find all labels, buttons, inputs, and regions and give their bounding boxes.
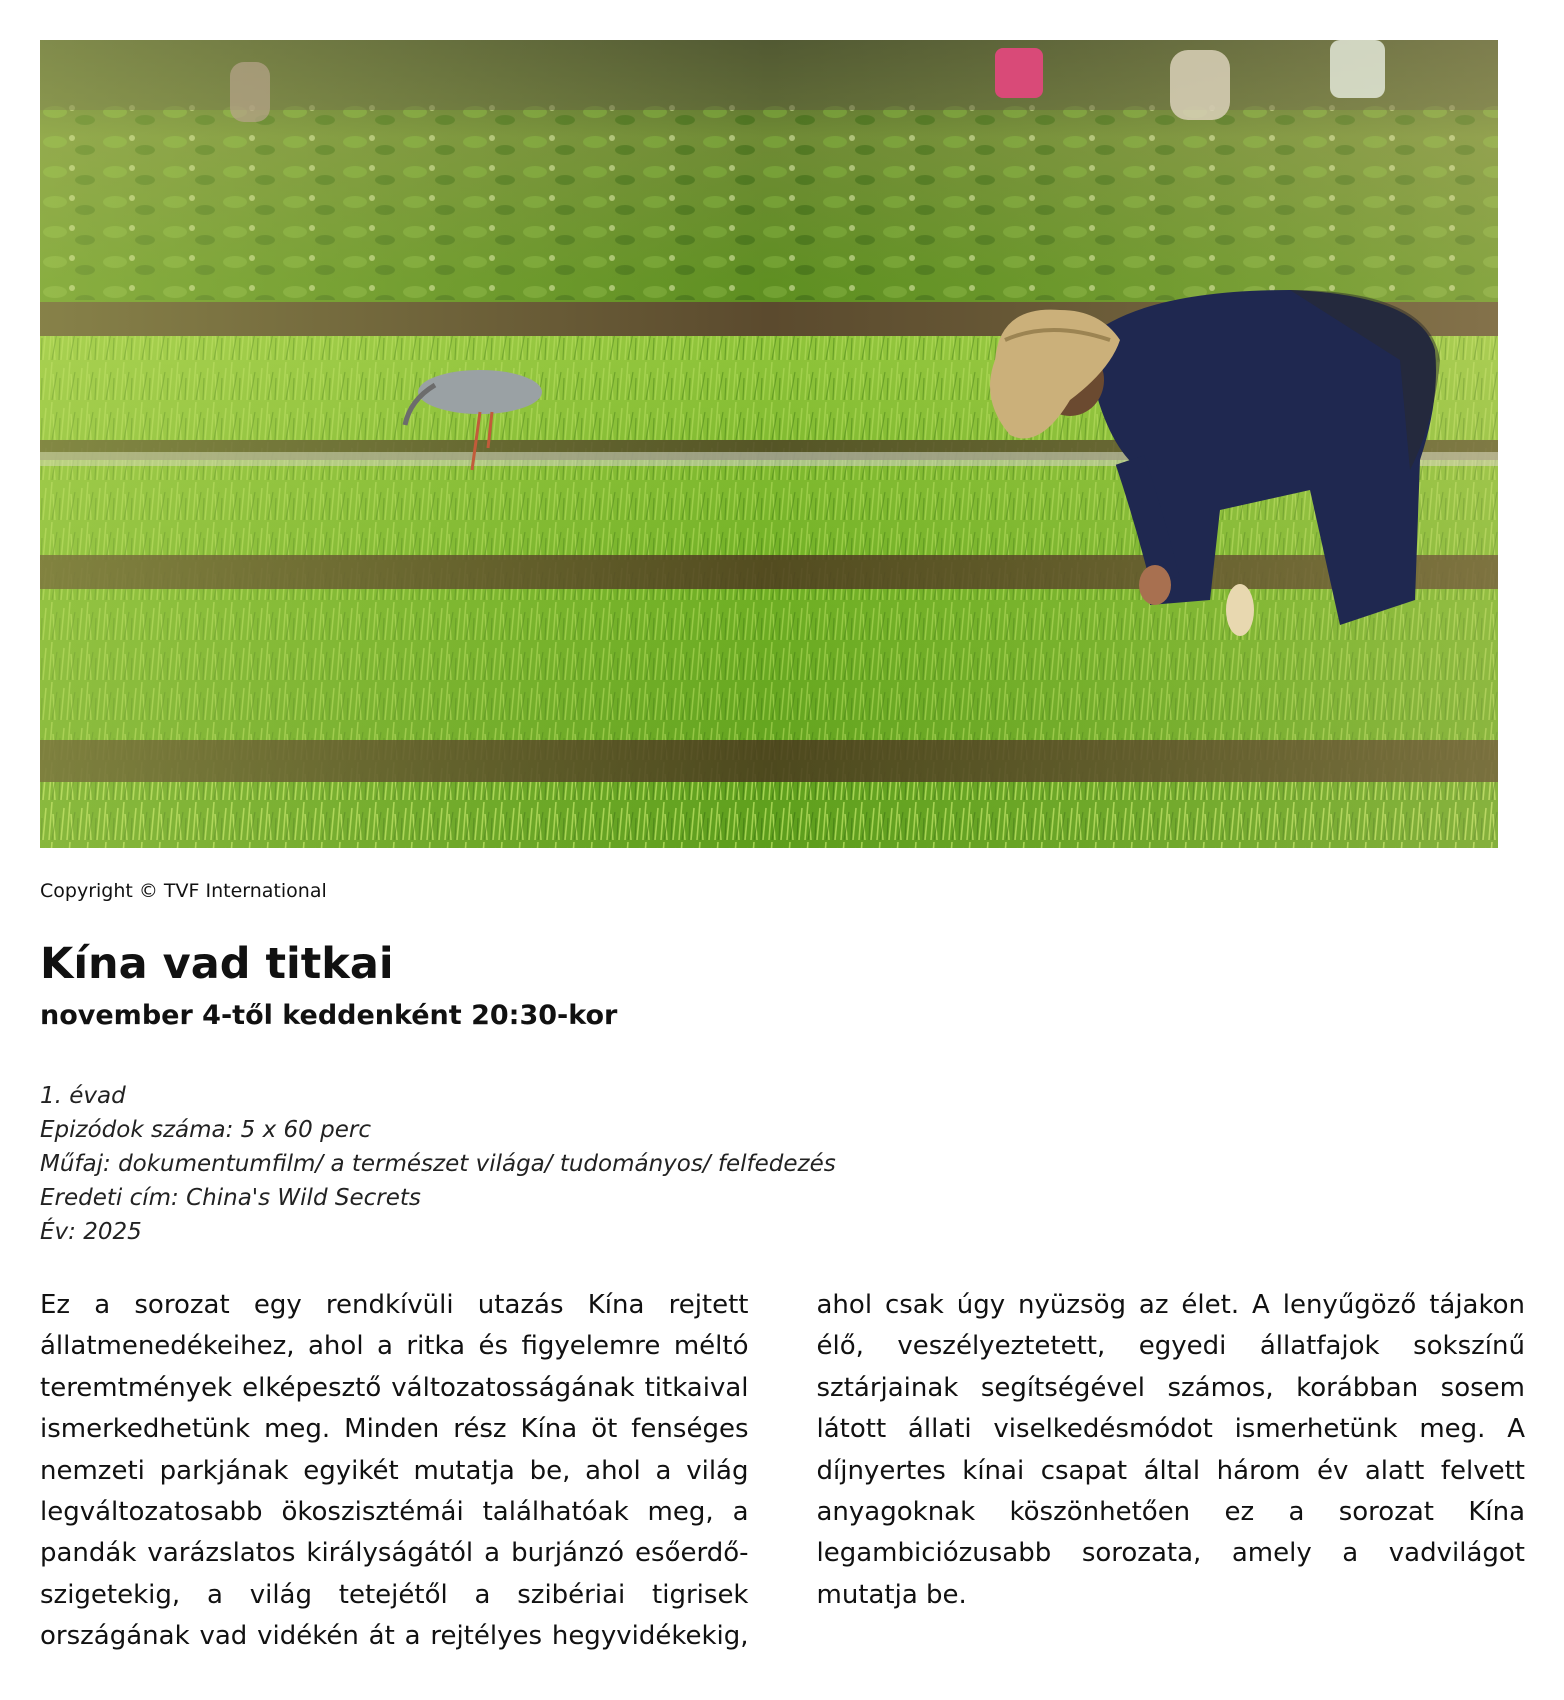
meta-year: Év: 2025 [40,1219,142,1245]
meta-original-title: Eredeti cím: China's Wild Secrets [40,1185,421,1211]
show-schedule: november 4-től keddenként 20:30-kor [40,1000,618,1031]
meta-season: 1. évad [40,1083,126,1109]
meta-genre: Műfaj: dokumentumfilm/ a természet világa/ tudományos/ felfedezés [40,1151,836,1177]
show-title: Kína vad titkai [40,939,394,989]
description-paragraph: Ez a sorozat egy rendkívüli utazás Kína rejtett állatmenedékeihez, ahol a ritka és figyelemre méltó teremtmények elképesztő változatosságának titkaival ismerkedhetünk meg. Minden rész Kína öt fenséges nemzeti parkjának egyikét mutatja be, ahol a világ legváltozatosabb ökoszisztémái találhatóak meg, a pandák varázslatos királyságától a burjánzó esőerdő-szigetekig, a világ tetejétől a szibériai tigrisek országának vad vidékén át a rejtélyes hegyvidékekig, ahol csak úgy nyüzsög az élet. A lenyűgöző tájakon élő, veszélyeztetett, egyedi állatfajok sokszínű sztárjainak segítségével számos, korábban sosem látott állati viselkedésmódot ismerhetünk meg. A díjnyertes kínai csapat által három év alatt felvett anyagoknak köszönhetően ez a sorozat Kína legambiciózusabb sorozata, amely a vadvilágot mutatja be. [40,1290,1525,1652]
description-columns [40,1285,1525,1665]
hero-photo [40,40,1498,848]
meta-episodes: Epizódok száma: 5 x 60 perc [40,1117,371,1143]
photo-copyright: Copyright © TVF International [40,880,327,902]
show-meta [40,1079,836,1249]
